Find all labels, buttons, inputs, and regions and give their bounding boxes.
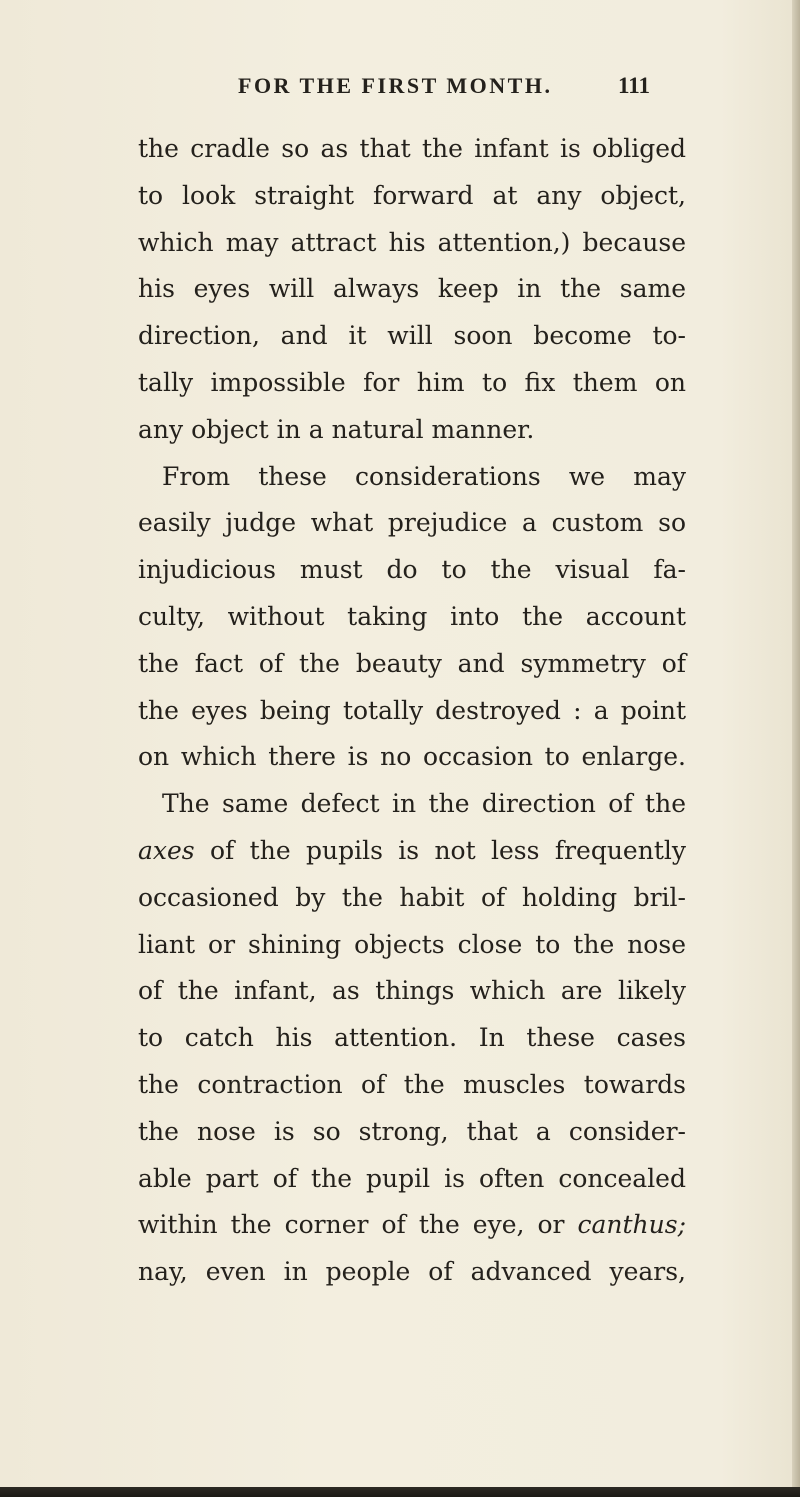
line-rest: of the pupils is not less frequently (194, 835, 686, 865)
text-line (138, 828, 686, 875)
body-text (138, 126, 686, 1296)
page-edge (792, 0, 800, 1497)
text-line: culty, without taking into the account (138, 601, 686, 631)
text-line: liant or shining objects close to the nose (138, 929, 686, 959)
bottom-border (0, 1487, 800, 1497)
text-line: the fact of the beauty and symmetry of (138, 648, 686, 678)
text-line: on which there is no occasion to enlarge. (138, 742, 686, 772)
text-line: The same defect in the direction of the (162, 789, 686, 819)
text-line: which may attract his attention,) because (138, 227, 686, 257)
text-line: the cradle so as that the infant is obliged (138, 134, 686, 163)
text-line: to catch his attention. In these cases (138, 1023, 686, 1053)
text-line (138, 1202, 686, 1249)
text-line: his eyes will always keep in the same (138, 274, 686, 304)
text-line: the eyes being totally destroyed : a point (138, 695, 686, 725)
text-line: any object in a natural manner. (138, 414, 535, 444)
text-line: the contraction of the muscles towards (138, 1069, 686, 1099)
text-line: to look straight forward at any object, (138, 180, 686, 210)
text-line: occasioned by the habit of holding bril- (138, 882, 686, 912)
text-line: direction, and it will soon become to- (138, 321, 686, 351)
italic-word: axes (138, 835, 195, 865)
italic-word: canthus; (577, 1210, 686, 1240)
page-number: 111 (618, 73, 650, 98)
text-line: the nose is so strong, that a consider- (138, 1116, 686, 1146)
text-line: From these considerations we may (162, 461, 686, 491)
line-start: within the corner of the eye, or (138, 1210, 578, 1240)
text-line: of the infant, as things which are likely (138, 976, 686, 1006)
text-line: easily judge what prejudice a custom so (138, 508, 686, 538)
page-header (0, 73, 800, 113)
running-head: FOR THE FIRST MONTH. (238, 73, 553, 98)
text-line: nay, even in people of advanced years, (138, 1257, 686, 1287)
text-line: able part of the pupil is often concealed (138, 1163, 686, 1193)
text-line: tally impossible for him to fix them on (138, 367, 686, 397)
text-line: injudicious must do to the visual fa- (138, 555, 686, 585)
